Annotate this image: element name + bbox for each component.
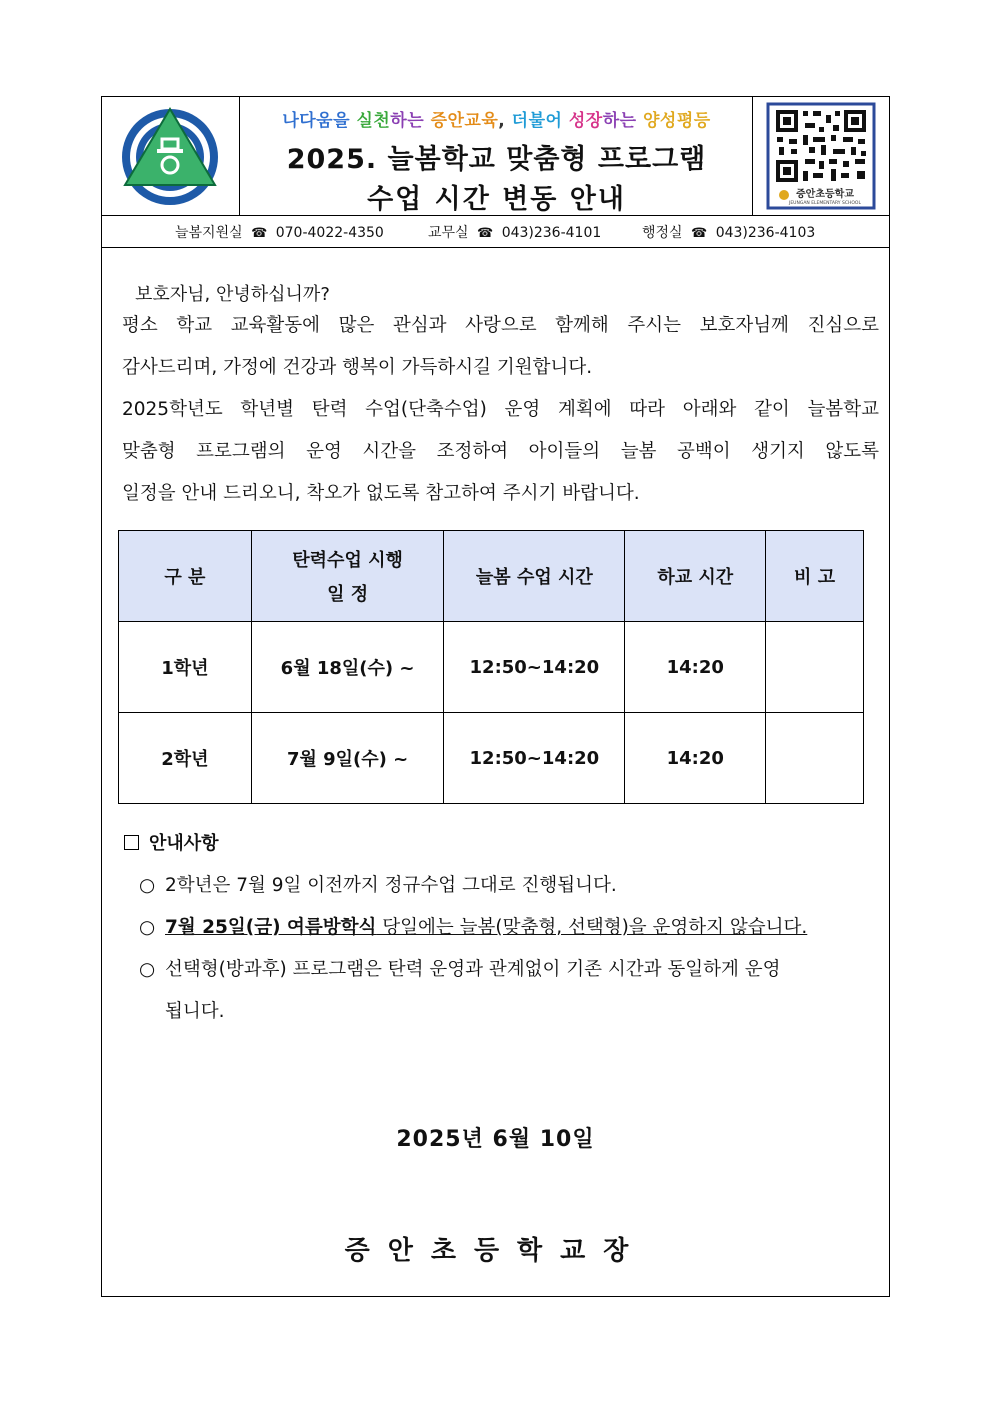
cell-grade: 2학년 [119, 713, 252, 804]
document-subtitle: 수업 시간 변동 안내 [367, 184, 626, 215]
table-row [119, 713, 864, 804]
slogan-part: 더불어 [511, 111, 569, 131]
body-line-2: 감사드리며, 가정에 건강과 행복이 가득하시길 기원합니다. [122, 357, 593, 378]
qr-caption: 증안초등학교 [796, 189, 854, 200]
notice-item-bold: 7월 25일(금) 여름방학식 [165, 917, 377, 938]
slogan-part: 하는 [602, 111, 643, 131]
schedule-table [118, 530, 864, 804]
contact-item-gyomu [428, 222, 601, 242]
slogan-part: 나다움을 [282, 111, 357, 131]
phone-icon: ☎ [691, 226, 708, 241]
notice-item-3 [139, 955, 879, 981]
cell-note [766, 713, 864, 804]
header-dismissal: 하교 시간 [625, 531, 766, 622]
phone-icon: ☎ [251, 226, 268, 241]
qr-cell [752, 97, 889, 215]
cell-note [766, 622, 864, 713]
header-note: 비 고 [766, 531, 864, 622]
notice-item-1 [139, 871, 617, 897]
contact-bar [102, 215, 889, 248]
slogan-part: 양성평등 [642, 111, 711, 131]
contact-phone: 070-4022-4350 [275, 225, 384, 241]
logo-cell [102, 97, 240, 215]
notice-item-text: 선택형(방과후) 프로그램은 탄력 운영과 관계없이 기존 시간과 동일하게 운영 [165, 959, 781, 980]
document-title: 2025. 늘봄학교 맞춤형 프로그램 [286, 144, 707, 175]
contact-label: 늘봄지원실 [175, 225, 243, 241]
school-emblem-icon [102, 97, 239, 215]
cell-class-time: 12:50~14:20 [444, 713, 625, 804]
cell-class-time: 12:50~14:20 [444, 622, 625, 713]
contact-label: 행정실 [642, 225, 683, 241]
contact-item-nulbom [175, 222, 384, 242]
title-cell [240, 97, 753, 215]
greeting: 보호자님, 안녕하십니까? [135, 284, 330, 305]
header [102, 97, 889, 216]
header-class-time: 늘봄 수업 시간 [444, 531, 625, 622]
notice-item-text: 2학년은 7월 9일 이전까지 정규수업 그대로 진행됩니다. [165, 875, 617, 896]
cell-grade: 1학년 [119, 622, 252, 713]
header-grade: 구 분 [119, 531, 252, 622]
document-date: 2025년 6월 10일 [396, 1127, 595, 1152]
notice-item-2 [139, 913, 807, 939]
body-line-1: 평소 학교 교육활동에 많은 관심과 사랑으로 함께해 주시는 보호자님께 진심으로 [122, 315, 879, 336]
document-frame [101, 96, 890, 1297]
contact-item-haengjeong [642, 222, 815, 242]
slogan-part: , [498, 111, 512, 131]
cell-dismissal: 14:20 [625, 713, 766, 804]
cell-dismissal: 14:20 [625, 622, 766, 713]
contact-phone: 043)236-4101 [501, 225, 602, 241]
slogan-part: 증안교육 [430, 111, 499, 131]
slogan-part: 성장 [568, 111, 603, 131]
table-header-row [119, 531, 864, 622]
qr-code-icon [753, 97, 889, 215]
notice-item-3-cont: 됩니다. [165, 1001, 225, 1022]
checkbox-square-icon [124, 835, 139, 850]
header-schedule-line1: 탄력수업 시행 [292, 550, 403, 571]
body-line-5: 일정을 안내 드리오니, 착오가 없도록 참고하여 주시기 바랍니다. [122, 483, 640, 504]
contact-phone: 043)236-4103 [715, 225, 816, 241]
header-schedule [251, 531, 444, 622]
notice-heading [124, 829, 219, 855]
header-schedule-line2: 일 정 [327, 584, 369, 605]
slogan-part: 하는 [390, 111, 431, 131]
cell-schedule: 7월 9일(수) ~ [251, 713, 444, 804]
notice-item-text: 당일에는 늘봄(맞춤형, 선택형)을 운영하지 않습니다. [376, 917, 808, 938]
phone-icon: ☎ [477, 226, 494, 241]
slogan [240, 106, 753, 131]
body-line-3: 2025학년도 학년별 탄력 수업(단축수업) 운영 계획에 따라 아래와 같이 늘봄학교 [122, 399, 879, 420]
circle-bullet-icon: ○ [139, 959, 156, 980]
circle-bullet-icon: ○ [139, 917, 156, 938]
cell-schedule: 6월 18일(수) ~ [251, 622, 444, 713]
table-row [119, 622, 864, 713]
contact-label: 교무실 [428, 225, 469, 241]
circle-bullet-icon: ○ [139, 875, 156, 896]
slogan-part: 실천 [356, 111, 391, 131]
body-line-4: 맞춤형 프로그램의 운영 시간을 조정하여 아이들의 늘봄 공백이 생기지 않도록 [122, 441, 879, 462]
principal-signature: 증안초등학교장 [344, 1236, 647, 1266]
notice-heading-text: 안내사항 [149, 833, 219, 854]
qr-caption-sub: JEUNGAN ELEMENTARY SCHOOL [789, 201, 861, 206]
